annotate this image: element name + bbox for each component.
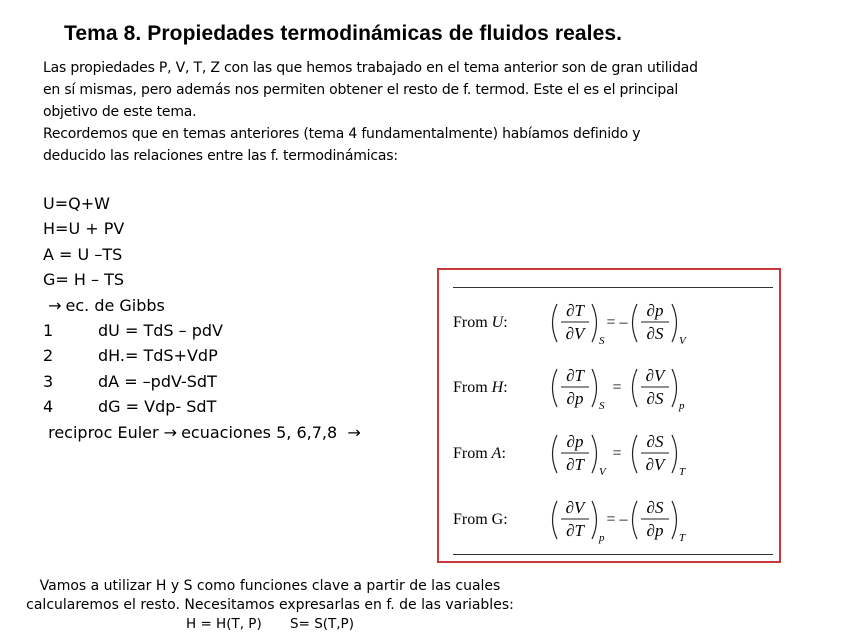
maxwell-equation — [549, 298, 709, 348]
euler-rest: ecuaciones 5, 6,7,8 — [181, 422, 338, 442]
lhs-denominator: ∂T — [566, 455, 584, 474]
open-paren — [553, 501, 558, 539]
maxwell-row — [453, 363, 709, 413]
equation-number: 1 — [43, 321, 54, 341]
right-arrow-icon: → — [163, 422, 178, 442]
maxwell-equation — [549, 495, 709, 545]
euler-prefix: reciproc Euler — [48, 422, 159, 442]
definition-line: A = U –TS — [43, 244, 123, 264]
maxwell-relations-box — [437, 268, 781, 563]
open-paren — [633, 304, 638, 342]
definition-line: G= H – TS — [43, 270, 125, 290]
maxwell-row-label — [453, 379, 549, 397]
intro-line: en sí mismas, pero además nos permiten obtener el resto de f. termod. Este el es el principal — [43, 82, 679, 98]
rhs-numerator: ∂S — [646, 498, 664, 517]
label-variable: H — [491, 379, 504, 396]
right-arrow-icon: → — [347, 422, 361, 442]
rhs-denominator: ∂S — [646, 389, 664, 408]
lhs-denominator: ∂T — [566, 521, 584, 540]
intro-line: Las propiedades P, V, T, Z con las que hemos trabajado en el tema anterior son de gran utilidad — [43, 60, 698, 76]
label-variable: U — [491, 314, 504, 331]
gibbs-label: ec. de Gibbs — [65, 295, 165, 315]
equation-number: 3 — [43, 371, 54, 391]
right-arrow-icon: → — [48, 295, 62, 315]
rhs-numerator: ∂p — [646, 301, 664, 320]
lhs-numerator: ∂T — [566, 366, 584, 385]
label-prefix: From — [453, 314, 492, 331]
lhs-subscript: S — [599, 400, 605, 412]
lhs-subscript: V — [599, 466, 606, 478]
rhs-denominator: ∂V — [645, 455, 665, 474]
maxwell-equation — [549, 429, 709, 479]
maxwell-row — [453, 298, 709, 348]
definition-line: H=U + PV — [43, 219, 125, 239]
footer-functions — [0, 615, 540, 634]
page-title: Tema 8. Propiedades termodinámicas de fluidos reales. — [64, 22, 623, 45]
open-paren — [553, 304, 558, 342]
label-prefix: From — [453, 445, 492, 462]
close-paren — [592, 435, 597, 473]
lhs-numerator: ∂T — [566, 301, 584, 320]
footer-line: Vamos a utilizar H y S como funciones clave a partir de las cuales — [39, 578, 501, 594]
rhs-numerator: ∂V — [645, 366, 665, 385]
label-prefix: From — [453, 511, 492, 528]
label-variable: A — [491, 445, 502, 462]
maxwell-row — [453, 495, 709, 545]
s-function: S= S(T,P) — [290, 616, 354, 632]
equation-text: dH.= TdS+VdP — [98, 346, 218, 366]
close-paren — [672, 369, 677, 407]
equations-list — [43, 191, 365, 445]
gibbs-equation — [43, 318, 365, 343]
close-paren — [672, 304, 677, 342]
open-paren — [553, 435, 558, 473]
label-prefix: From — [453, 379, 492, 396]
close-paren — [592, 304, 597, 342]
open-paren — [553, 369, 558, 407]
top-rule — [453, 287, 773, 288]
rhs-denominator: ∂p — [646, 521, 664, 540]
rhs-subscript: V — [679, 335, 686, 347]
equation-number: 2 — [43, 346, 54, 366]
label-suffix: G: — [491, 511, 508, 528]
equals-operator: = – — [606, 511, 628, 528]
rhs-subscript: T — [679, 532, 686, 544]
open-paren — [633, 501, 638, 539]
footer-text — [0, 577, 540, 634]
lhs-denominator: ∂p — [566, 389, 584, 408]
equation-text: dA = –pdV-SdT — [98, 371, 217, 391]
equation-text: dG = Vdp- SdT — [98, 397, 217, 417]
intro-paragraph — [43, 57, 783, 167]
lhs-numerator: ∂p — [566, 432, 584, 451]
equation-text: dU = TdS – pdV — [98, 321, 223, 341]
rhs-numerator: ∂S — [646, 432, 664, 451]
intro-line: objetivo de este tema. — [43, 104, 197, 120]
intro-line: Recordemos que en temas anteriores (tema 4 fundamentalmente) habíamos definido y — [43, 126, 641, 142]
maxwell-row — [453, 429, 709, 479]
footer-line: calcularemos el resto. Necesitamos expresarlas en f. de las variables: — [26, 597, 514, 613]
close-paren — [672, 501, 677, 539]
close-paren — [592, 369, 597, 407]
equals-operator: = — [612, 445, 622, 462]
definition-line: U=Q+W — [43, 194, 110, 213]
maxwell-row-label — [453, 314, 549, 332]
bottom-rule — [453, 554, 773, 555]
rhs-subscript: T — [679, 466, 686, 478]
intro-line: deducido las relaciones entre las f. termodinámicas: — [43, 148, 398, 164]
euler-line — [43, 420, 365, 445]
rhs-denominator: ∂S — [646, 324, 664, 343]
lhs-denominator: ∂V — [565, 324, 585, 343]
label-suffix: : — [503, 314, 508, 331]
label-suffix: : — [501, 445, 506, 462]
maxwell-equation — [549, 363, 709, 413]
open-paren — [633, 435, 638, 473]
gibbs-heading — [43, 293, 365, 318]
gibbs-equation — [43, 343, 365, 368]
equals-operator: = – — [606, 314, 628, 331]
equals-operator: = — [612, 379, 622, 396]
rhs-subscript: p — [679, 400, 685, 412]
maxwell-row-label — [453, 511, 549, 529]
lhs-subscript: S — [599, 335, 605, 347]
lhs-subscript: p — [599, 532, 605, 544]
label-suffix: : — [503, 379, 508, 396]
open-paren — [633, 369, 638, 407]
close-paren — [592, 501, 597, 539]
close-paren — [672, 435, 677, 473]
h-function: H = H(T, P) — [186, 616, 262, 632]
equation-number: 4 — [43, 397, 54, 417]
maxwell-row-label — [453, 445, 549, 463]
gibbs-equation — [43, 369, 365, 394]
lhs-numerator: ∂V — [565, 498, 585, 517]
gibbs-equation — [43, 394, 365, 419]
